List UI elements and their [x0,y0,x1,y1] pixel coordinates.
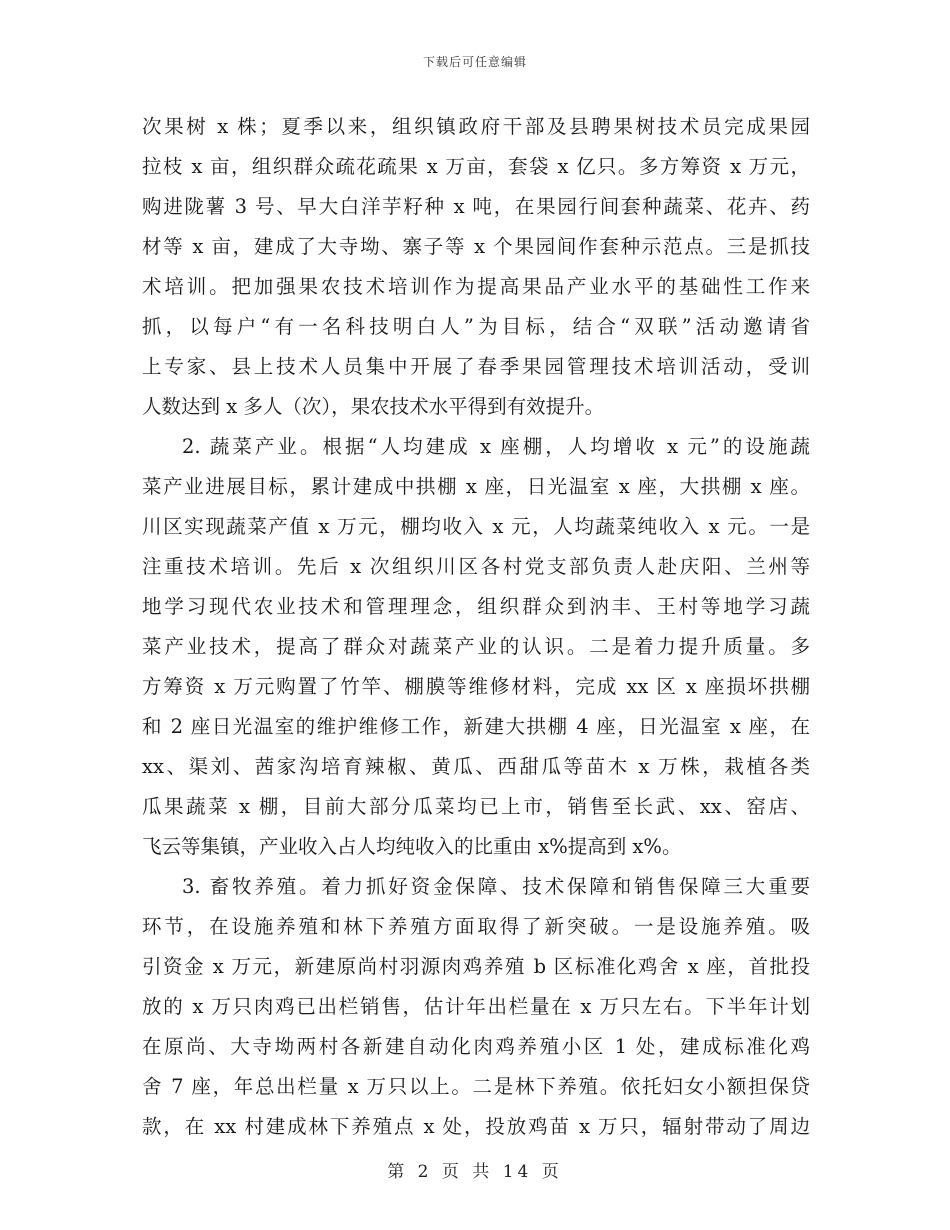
text-line: 2. 蔬菜产业。根据“人均建成 x 座棚，人均增收 x 元”的设施蔬 [182,435,810,458]
document-body [142,107,810,1147]
text-line: 上专家、县上技术人员集中开展了春季果园管理技术培训活动，受训 [142,355,810,378]
text-line: 地学习现代农业技术和管理理念，组织群众到汭丰、王村等地学习蔬 [142,595,810,618]
text-line: 在原尚、大寺坳两村各新建自动化肉鸡养殖小区 1 处，建成标准化鸡 [142,1035,810,1058]
paragraph-2 [142,427,810,867]
text-line: 注重技术培训。先后 x 次组织川区各村党支部负责人赴庆阳、兰州等 [142,555,810,578]
text-line: 飞云等集镇，产业收入占人均纯收入的比重由 x%提高到 x%。 [142,835,682,858]
text-line: 材等 x 亩，建成了大寺坳、寨子等 x 个果园间作套种示范点。三是抓技 [142,235,810,258]
paragraph-1 [142,107,810,427]
text-line: 环节，在设施养殖和林下养殖方面取得了新突破。一是设施养殖。吸 [142,915,810,938]
text-line: 菜产业技术，提高了群众对蔬菜产业的认识。二是着力提升质量。多 [142,635,810,658]
text-line: 引资金 x 万元，新建原尚村羽源肉鸡养殖 b 区标准化鸡舍 x 座，首批投 [142,955,810,978]
text-line: 购进陇薯 3 号、早大白洋芋籽种 x 吨，在果园行间套种蔬菜、花卉、药 [142,195,810,218]
text-line: 拉枝 x 亩，组织群众疏花疏果 x 万亩，套袋 x 亿只。多方筹资 x 万元， [142,155,810,178]
page-number-footer: 第 2 页 共 14 页 [387,1162,563,1182]
text-line: 菜产业进展目标，累计建成中拱棚 x 座，日光温室 x 座，大拱棚 x 座。 [142,475,810,498]
text-line: 款，在 xx 村建成林下养殖点 x 处，投放鸡苗 x 万只，辐射带动了周边 [142,1115,810,1138]
page-header: 下载后可任意编辑 [422,55,527,69]
text-line: 和 2 座日光温室的维护维修工作，新建大拱棚 4 座，日光温室 x 座，在 [142,715,810,738]
text-line: 瓜果蔬菜 x 棚，目前大部分瓜菜均已上市，销售至长武、xx、窑店、 [142,795,810,818]
text-line: 方筹资 x 万元购置了竹竿、棚膜等维修材料，完成 xx 区 x 座损坏拱棚 [142,675,810,698]
text-line: xx、渠刘、茜家沟培育辣椒、黄瓜、西甜瓜等苗木 x 万株，栽植各类 [142,755,810,778]
text-line: 舍 7 座，年总出栏量 x 万只以上。二是林下养殖。依托妇女小额担保贷 [142,1075,810,1098]
paragraph-3 [142,867,810,1147]
text-line: 人数达到 x 多人（次），果农技术水平得到有效提升。 [142,395,605,418]
text-line: 放的 x 万只肉鸡已出栏销售，估计年出栏量在 x 万只左右。下半年计划 [142,995,810,1018]
text-line: 次果树 x 株；夏季以来，组织镇政府干部及县聘果树技术员完成果园 [142,115,810,138]
text-line: 3. 畜牧养殖。着力抓好资金保障、技术保障和销售保障三大重要 [182,875,810,898]
text-line: 抓，以每户“有一名科技明白人”为目标，结合“双联”活动邀请省 [142,315,810,338]
text-line: 术培训。把加强果农技术培训作为提高果品产业水平的基础性工作来 [142,275,810,298]
text-line: 川区实现蔬菜产值 x 万元，棚均收入 x 元，人均蔬菜纯收入 x 元。一是 [142,515,810,538]
